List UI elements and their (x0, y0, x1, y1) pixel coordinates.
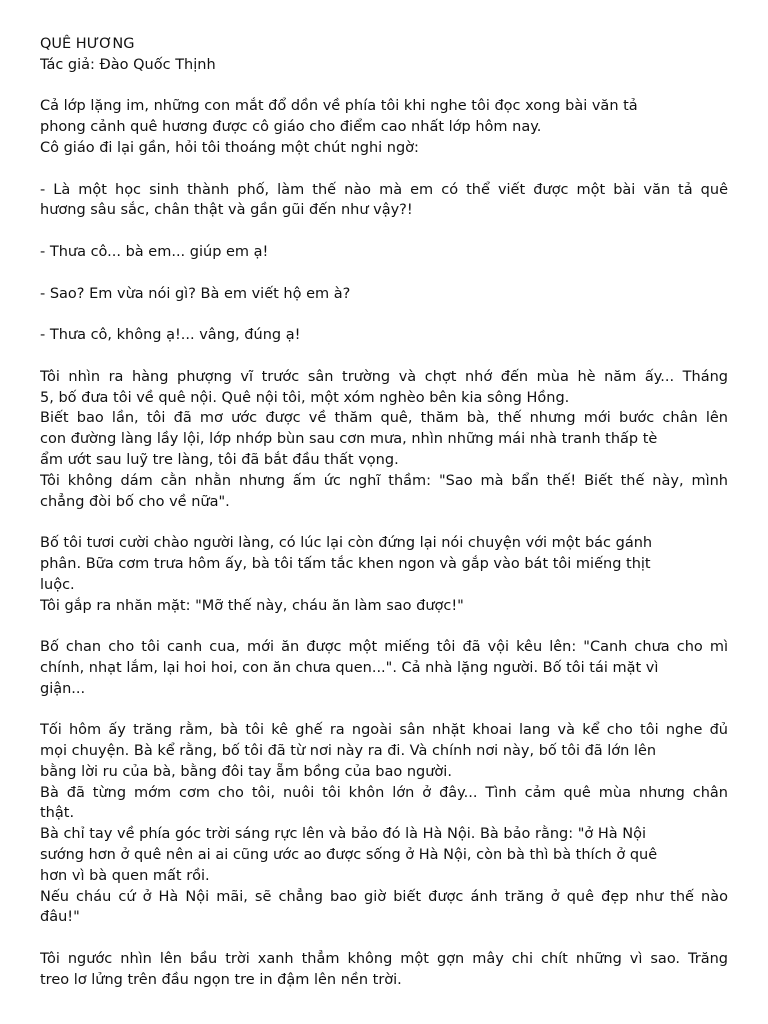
text-line: Bà chỉ tay về phía góc trời sáng rực lên và bảo đó là Hà Nội. Bà bảo rằng: "ở Hà Nội (40, 826, 647, 843)
paragraph (40, 325, 728, 346)
text-line: Nếu cháu cứ ở Hà Nội mãi, sẽ chẳng bao giờ biết được ánh trăng ở quê đẹp như thế nào (40, 888, 728, 905)
paragraph (40, 637, 728, 699)
text-line: - Là một học sinh thành phố, làm thế nào mà em có thể viết được một bài văn tả quê (40, 181, 728, 198)
paragraph (40, 96, 728, 158)
text-line: treo lơ lửng trên đầu ngọn tre in đậm lên nền trời. (40, 971, 402, 988)
text-line: chẳng đòi bố cho về nữa". (40, 493, 230, 510)
text-line: 5, bố đưa tôi về quê nội. Quê nội tôi, một xóm nghèo bên kia sông Hồng. (40, 389, 570, 406)
paragraph-gap (40, 304, 728, 325)
text-line: Bố chan cho tôi canh cua, mới ăn được một miếng tôi đã vội kêu lên: "Canh chưa cho mì (40, 639, 728, 656)
text-line: - Sao? Em vừa nói gì? Bà em viết hộ em à? (40, 285, 351, 302)
paragraph-gap (40, 159, 728, 180)
text-line: - Thưa cô, không ạ!... vâng, đúng ạ! (40, 327, 301, 344)
text-line: giận... (40, 680, 86, 697)
text-line: Cả lớp lặng im, những con mắt đổ dồn về phía tôi khi nghe tôi đọc xong bài văn tả (40, 98, 638, 115)
paragraph-gap (40, 512, 728, 533)
text-line: hương sâu sắc, chân thật và gần gũi đến như vậy?! (40, 202, 413, 219)
paragraph-gap (40, 616, 728, 637)
text-line: luộc. (40, 576, 75, 593)
paragraph-gap (40, 76, 728, 97)
document-title: QUÊ HƯƠNG (40, 36, 135, 52)
text-line: Biết bao lần, tôi đã mơ ước được về thăm quê, thăm bà, thế nhưng mới bước chân lên (40, 410, 728, 427)
paragraph-gap (40, 346, 728, 367)
paragraph (40, 949, 728, 991)
text-line: Tôi không dám cằn nhằn nhưng ấm ức nghĩ thầm: "Sao mà bẩn thế! Biết thế này, mình (40, 472, 728, 489)
text-line: Tôi ngước nhìn lên bầu trời xanh thẳm không một gợn mây chi chít những vì sao. Trăng (40, 951, 728, 968)
paragraph-gap (40, 700, 728, 721)
paragraph (40, 284, 728, 305)
text-line: - Thưa cô... bà em... giúp em ạ! (40, 243, 269, 260)
paragraph-gap (40, 221, 728, 242)
paragraph (40, 242, 728, 263)
paragraph (40, 720, 728, 928)
paragraph (40, 180, 728, 222)
text-line: ẩm ướt sau luỹ tre làng, tôi đã bắt đầu thất vọng. (40, 451, 399, 468)
text-line: phân. Bữa cơm trưa hôm ấy, bà tôi tấm tắc khen ngon và gắp vào bát tôi miếng thịt (40, 555, 651, 572)
text-line: đâu!" (40, 909, 80, 926)
text-line: Tối hôm ấy trăng rằm, bà tôi kê ghế ra ngoài sân nhặt khoai lang và kể cho tôi nghe đủ (40, 722, 728, 739)
text-line: Cô giáo đi lại gần, hỏi tôi thoáng một chút nghi ngờ: (40, 139, 419, 156)
paragraph-gap (40, 928, 728, 949)
text-line: sướng hơn ở quê nên ai ai cũng ước ao được sống ở Hà Nội, còn bà thì bà thích ở quê (40, 847, 658, 864)
paragraph (40, 533, 728, 616)
text-line: Bà đã từng mớm cơm cho tôi, nuôi tôi khôn lớn ở đây... Tình cảm quê mùa nhưng chân (40, 784, 728, 801)
text-line: hơn vì bà quen mất rồi. (40, 867, 210, 884)
text-line: chính, nhạt lắm, lại hoi hoi, con ăn chưa quen...". Cả nhà lặng người. Bố tôi tái mặt vì (40, 659, 659, 676)
text-line: Tôi gắp ra nhăn mặt: "Mỡ thế này, cháu ăn làm sao được!" (40, 597, 464, 614)
text-line: Bố tôi tươi cười chào người làng, có lúc lại còn đứng lại nói chuyện với một bác gánh (40, 535, 653, 552)
text-line: con đường làng lầy lội, lớp nhớp bùn sau cơn mưa, nhìn những mái nhà tranh thấp tè (40, 431, 658, 448)
text-line: phong cảnh quê hương được cô giáo cho điểm cao nhất lớp hôm nay. (40, 119, 542, 136)
text-line: Tôi nhìn ra hàng phượng vĩ trước sân trường và chợt nhớ đến mùa hè năm ấy... Tháng (40, 368, 728, 385)
text-line: mọi chuyện. Bà kể rằng, bố tôi đã từ nơi này ra đi. Và chính nơi này, bố tôi đã lớn lên (40, 743, 657, 760)
document-author: Tác giả: Đào Quốc Thịnh (40, 56, 216, 73)
text-line: bằng lời ru của bà, bằng đôi tay ẵm bồng của bao người. (40, 763, 452, 780)
paragraph (40, 367, 728, 513)
paragraph-gap (40, 263, 728, 284)
document-body (40, 76, 728, 991)
text-line: thật. (40, 805, 75, 822)
